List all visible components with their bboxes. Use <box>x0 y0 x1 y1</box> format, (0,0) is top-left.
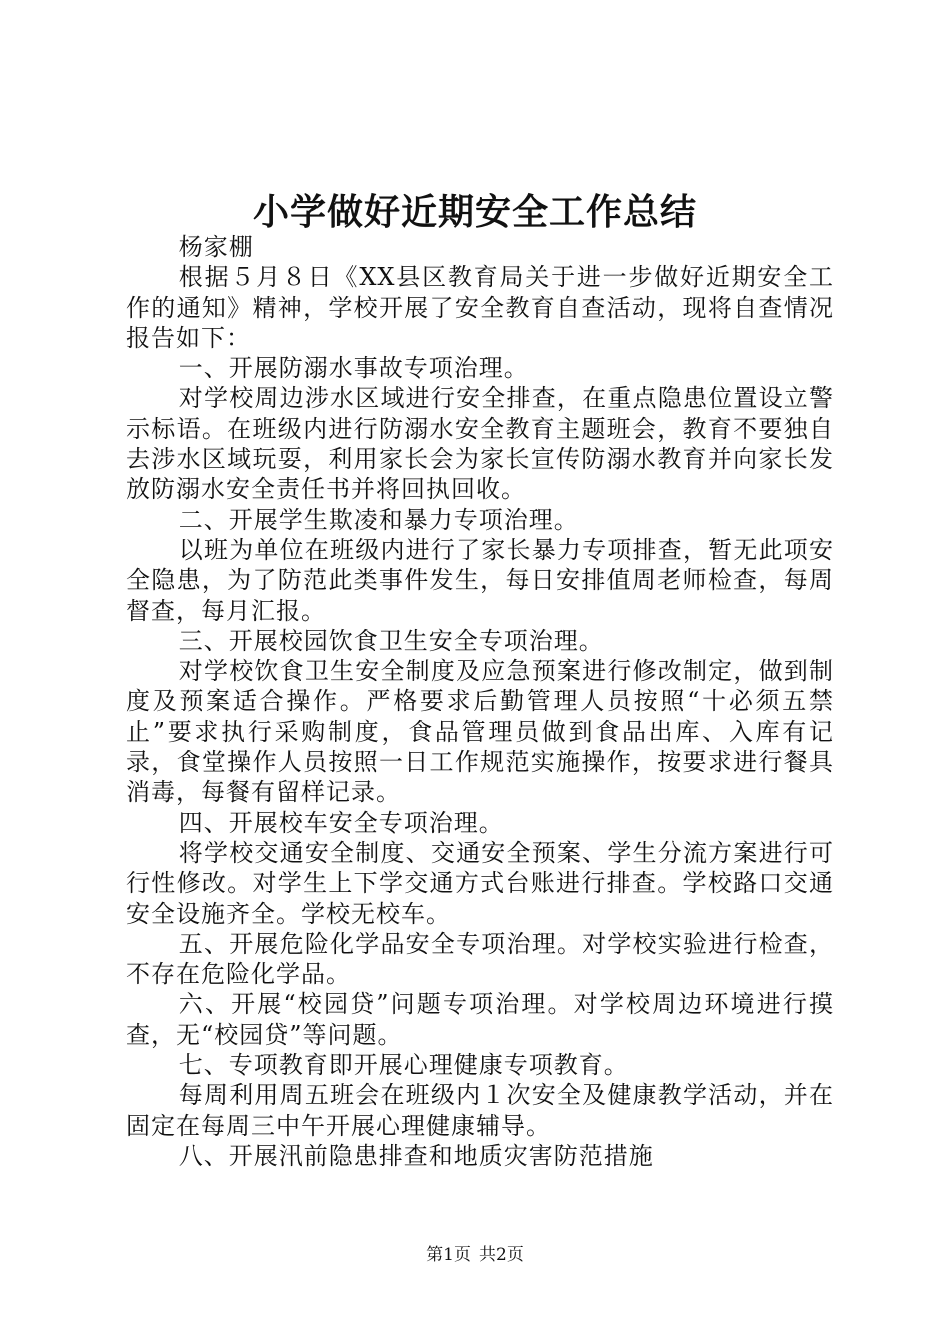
paragraph-section-1: 对学校周边涉水区域进行安全排查，在重点隐患位置设立警示标语。在班级内进行防溺水安全教育主题班会，教育不要独自去涉水区域玩耍，利用家长会为家长宣传防溺水教育并向家长发放防溺水安全责任书并将回执回收。 <box>126 384 834 504</box>
page-footer <box>0 1243 950 1267</box>
section-heading-3: 三、开展校园饮食卫生安全专项治理。 <box>178 626 604 655</box>
section-heading-2: 二、开展学生欺凌和暴力专项治理。 <box>178 505 579 534</box>
page-total: 共2页 <box>479 1245 524 1265</box>
paragraph-section-3: 对学校饮食卫生安全制度及应急预案进行修改制定，做到制度及预案适合操作。严格要求后勤管理人员按照“十必须五禁止”要求执行采购制度，食品管理员做到食品出库、入库有记录，食堂操作人员按照一日工作规范实施操作，按要求进行餐具消毒，每餐有留样记录。 <box>126 657 834 807</box>
section-6: 六、开展“校园贷”问题专项治理。对学校周边环境进行摸查，无“校园贷”等问题。 <box>126 990 834 1049</box>
section-heading-7: 七、专项教育即开展心理健康专项教育。 <box>178 1051 629 1080</box>
page-number: 第1页 <box>426 1245 471 1265</box>
paragraph-section-4: 将学校交通安全制度、交通安全预案、学生分流方案进行可行性修改。对学生上下学交通方式台账进行排查。学校路口交通安全设施齐全。学校无校车。 <box>126 838 834 928</box>
author-line: 杨家棚 <box>178 233 254 261</box>
section-heading-4: 四、开展校车安全专项治理。 <box>178 808 504 837</box>
paragraph-section-7: 每周利用周五班会在班级内１次安全及健康教学活动，并在固定在每周三中午开展心理健康辅导。 <box>126 1081 834 1140</box>
paragraph-intro: 根据５月８日《XX县区教育局关于进一步做好近期安全工作的通知》精神，学校开展了安全教育自查活动，现将自查情况报告如下： <box>126 263 834 352</box>
document-body <box>126 232 834 1171</box>
paragraph-section-2: 以班为单位在班级内进行了家长暴力专项排查，暂无此项安全隐患，为了防范此类事件发生，每日安排值周老师检查，每周督查，每月汇报。 <box>126 535 834 625</box>
section-heading-8: 八、开展汛前隐患排查和地质灾害防范措施 <box>178 1141 654 1170</box>
section-heading-1: 一、开展防溺水事故专项治理。 <box>178 354 529 383</box>
document-title: 小学做好近期安全工作总结 <box>252 191 697 233</box>
section-5: 五、开展危险化学品安全专项治理。对学校实验进行检查，不存在危险化学品。 <box>126 929 834 989</box>
